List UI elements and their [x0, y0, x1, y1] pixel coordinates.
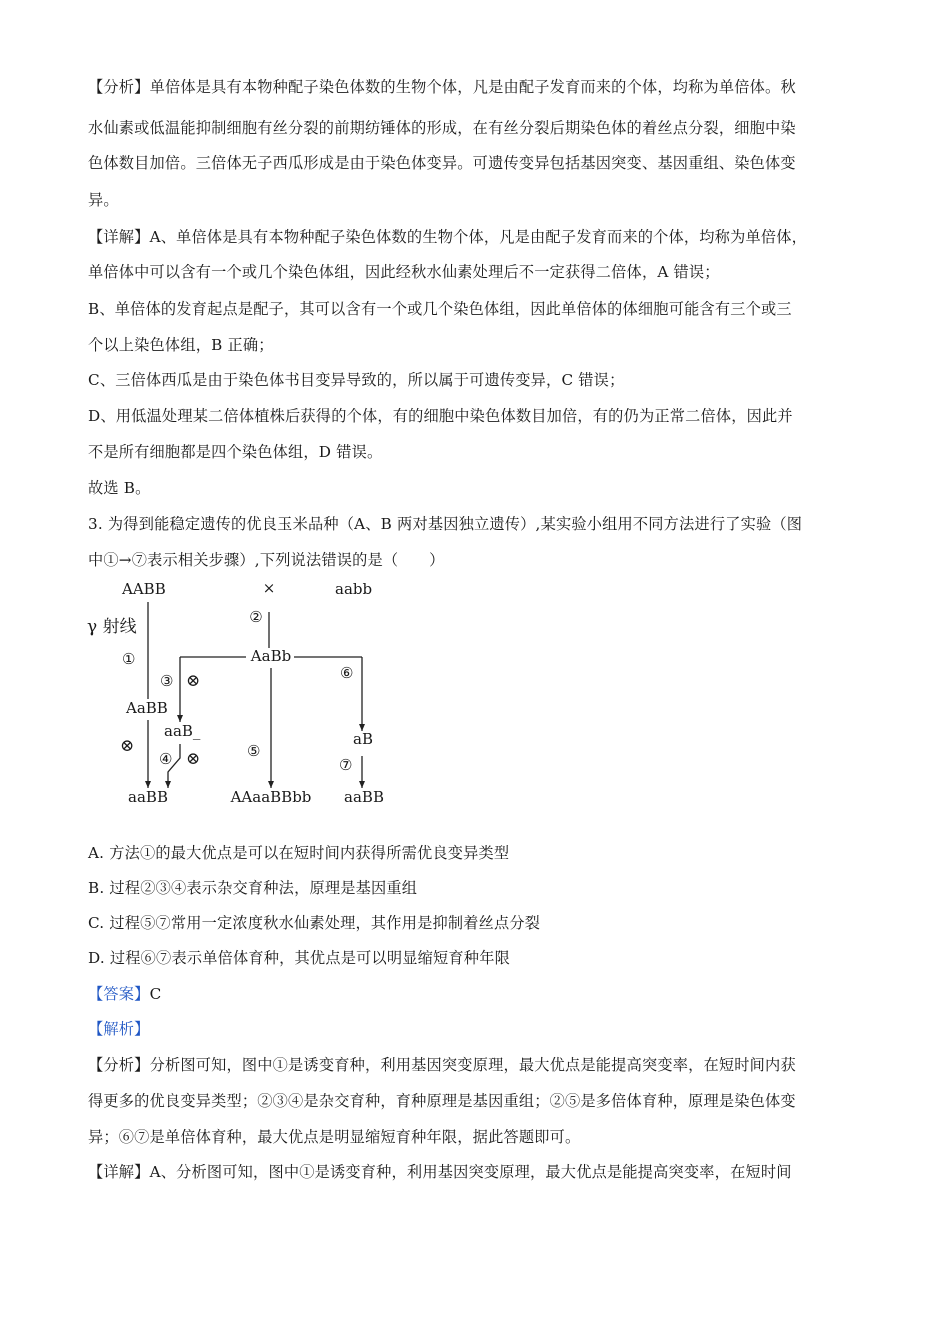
label-step2: ②	[249, 608, 263, 626]
prev-analysis-label: 【分析】	[88, 78, 150, 96]
label-step4: ④	[159, 750, 173, 768]
label-aaBB-left: aaBB	[128, 788, 168, 806]
label-AABB: AABB	[122, 580, 166, 598]
self-cross-icon-left: ⊗	[120, 736, 135, 756]
label-gamma-ray: γ 射线	[87, 617, 137, 637]
answer-value: C	[149, 985, 162, 1003]
diagram-lines	[82, 572, 412, 812]
label-step7: ⑦	[339, 756, 353, 774]
label-step6: ⑥	[340, 664, 354, 682]
option-c: C. 过程⑤⑦常用一定浓度秋水仙素处理，其作用是抑制着丝点分裂	[88, 914, 541, 932]
label-aaB_: aaB_	[164, 722, 201, 740]
prev-analysis-line-1: 【分析】单倍体是具有本物种配子染色体数的生物个体，凡是由配子发育而来的个体，均称为单倍体。秋	[88, 78, 796, 96]
prev-detail-line-6: D、用低温处理某二倍体植株后获得的个体，有的细胞中染色体数目加倍，有的仍为正常二倍体，因此并	[88, 407, 793, 425]
explain-analysis-line-1: 【分析】分析图可知，图中①是诱变育种，利用基因突变原理，最大优点是能提高突变率，在短时间内获	[88, 1056, 796, 1074]
label-aaBB-right: aaBB	[344, 788, 384, 806]
label-step3: ③	[160, 672, 174, 690]
label-step5: ⑤	[247, 742, 261, 760]
prev-detail-line-5: C、三倍体西瓜是由于染色体书目变异导致的，所以属于可遗传变异，C 错误；	[88, 371, 625, 389]
answer-line	[88, 983, 868, 1004]
answer-label: 【答案】	[88, 985, 150, 1003]
explain-analysis-line-3: 异；⑥⑦是单倍体育种，最大优点是明显缩短育种年限，据此答题即可。	[88, 1128, 581, 1146]
option-d: D. 过程⑥⑦表示单倍体育种，其优点是可以明显缩短育种年限	[88, 949, 510, 967]
prev-detail-line-1: 【详解】A、单倍体是具有本物种配子染色体数的生物个体，凡是由配子发育而来的个体，均称为单倍体，	[88, 228, 808, 246]
label-aabb: aabb	[335, 580, 373, 598]
prev-analysis-line-3: 色体数目加倍。三倍体无子西瓜形成是由于染色体变异。可遗传变异包括基因突变、基因重组、染色体变	[88, 154, 796, 172]
prev-detail-line-2: 单倍体中可以含有一个或几个染色体组，因此经秋水仙素处理后不一定获得二倍体，A 错误；	[88, 263, 720, 281]
breeding-diagram	[82, 572, 412, 812]
option-b: B. 过程②③④表示杂交育种法，原理是基因重组	[88, 879, 418, 897]
prev-detail-line-3: B、单倍体的发育起点是配子，其可以含有一个或几个染色体组，因此单倍体的体细胞可能含有三个或三	[88, 300, 792, 318]
prev-detail-line-7: 不是所有细胞都是四个染色体组，D 错误。	[88, 443, 383, 461]
prev-detail-line-4: 个以上染色体组，B 正确；	[88, 336, 274, 354]
label-AAaaBBbb: AAaaBBbb	[230, 788, 312, 806]
explain-detail-line-1: 【详解】A、分析图可知，图中①是诱变育种，利用基因突变原理，最大优点是能提高突变率，在短时间	[88, 1163, 792, 1181]
label-AaBB: AaBB	[126, 699, 168, 717]
self-cross-icon-3: ⊗	[186, 671, 201, 691]
explain-detail-label: 【详解】	[88, 1163, 150, 1181]
question-line-1: 3. 为得到能稳定遗传的优良玉米品种（A、B 两对基因独立遗传）,某实验小组用不同方法进行了实验（图	[88, 515, 803, 533]
prev-analysis-line-2: 水仙素或低温能抑制细胞有丝分裂的前期纺锤体的形成，在有丝分裂后期染色体的着丝点分裂，细胞中染	[88, 119, 796, 137]
explain-analysis-label: 【分析】	[88, 1056, 150, 1074]
label-aB: aB	[353, 730, 373, 748]
label-cross: ×	[262, 579, 276, 597]
prev-conclusion: 故选 B。	[88, 479, 151, 497]
label-AaBb: AaBb	[250, 647, 292, 665]
option-a: A. 方法①的最大优点是可以在短时间内获得所需优良变异类型	[88, 844, 510, 862]
self-cross-icon-4: ⊗	[186, 749, 201, 769]
question-line-2: 中①→⑦表示相关步骤）,下列说法错误的是（ ）	[88, 551, 445, 569]
prev-detail-label: 【详解】	[88, 228, 150, 246]
prev-analysis-line-4: 异。	[88, 191, 119, 209]
label-step1: ①	[122, 650, 136, 668]
explain-analysis-line-2: 得更多的优良变异类型；②③④是杂交育种，育种原理是基因重组；②⑤是多倍体育种，原理是染色体变	[88, 1092, 796, 1110]
explanation-label: 【解析】	[88, 1020, 150, 1038]
